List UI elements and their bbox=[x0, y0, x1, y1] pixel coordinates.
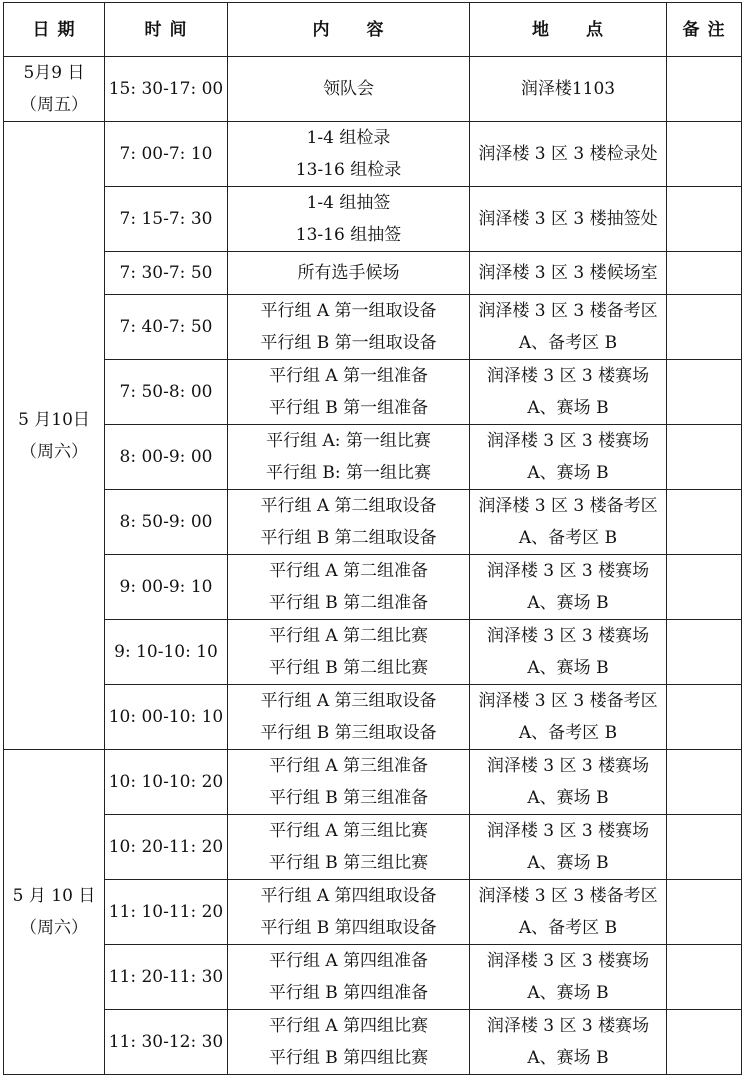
content-line: 平行组 A 第二组准备 bbox=[268, 561, 429, 581]
content-cell bbox=[228, 187, 470, 252]
place-line: A、赛场 B bbox=[527, 398, 609, 418]
date-date-line2: （周六） bbox=[20, 441, 88, 462]
note-cell bbox=[667, 880, 742, 945]
time-cell: 10: 20-11: 20 bbox=[105, 815, 228, 880]
content-line: 平行组 B 第四组准备 bbox=[268, 983, 429, 1003]
content-cell bbox=[228, 57, 470, 122]
place-cell bbox=[470, 187, 667, 252]
content-line: 平行组 B 第二组准备 bbox=[268, 593, 429, 613]
note-cell bbox=[667, 57, 742, 122]
note-cell bbox=[667, 750, 742, 815]
content-line: 13-16 组抽签 bbox=[295, 225, 402, 245]
header-row bbox=[4, 3, 742, 57]
content-line: 平行组 B: 第一组比赛 bbox=[265, 463, 432, 483]
place-line: A、赛场 B bbox=[527, 853, 609, 873]
content-line: 平行组 A 第四组准备 bbox=[268, 951, 429, 971]
content-cell bbox=[228, 490, 470, 555]
place-line: 润泽楼 3 区 3 楼赛场 bbox=[486, 366, 650, 386]
place-cell bbox=[470, 1010, 667, 1075]
table-row bbox=[4, 490, 742, 555]
time-cell: 10: 10-10: 20 bbox=[105, 750, 228, 815]
content-line: 平行组 B 第三组取设备 bbox=[260, 723, 437, 743]
table-row bbox=[4, 750, 742, 815]
place-line: 润泽楼 3 区 3 楼赛场 bbox=[486, 756, 650, 776]
place-line: A、赛场 B bbox=[527, 463, 609, 483]
place-line: 润泽楼 3 区 3 楼抽签处 bbox=[478, 209, 658, 229]
table-row bbox=[4, 122, 742, 187]
content-line: 平行组 A 第三组取设备 bbox=[260, 691, 437, 711]
place-line: A、备考区 B bbox=[518, 528, 618, 548]
table-row bbox=[4, 1010, 742, 1075]
content-line: 平行组 A: 第一组比赛 bbox=[266, 431, 431, 451]
place-cell bbox=[470, 815, 667, 880]
place-line: A、赛场 B bbox=[527, 658, 609, 678]
date-date-line1: 5 月10日 bbox=[18, 409, 90, 430]
time-cell: 8: 00-9: 00 bbox=[105, 425, 228, 490]
place-line: 润泽楼1103 bbox=[520, 79, 616, 99]
content-line: 1-4 组检录 bbox=[306, 128, 391, 148]
place-cell bbox=[470, 360, 667, 425]
content-cell bbox=[228, 750, 470, 815]
header-note: 备 注 bbox=[667, 3, 742, 57]
note-cell bbox=[667, 685, 742, 750]
table-row bbox=[4, 945, 742, 1010]
content-line: 平行组 A 第四组取设备 bbox=[260, 886, 437, 906]
place-cell bbox=[470, 945, 667, 1010]
date-date-line2: （周六） bbox=[20, 918, 88, 938]
place-line: A、备考区 B bbox=[518, 333, 618, 353]
time-cell: 11: 30-12: 30 bbox=[105, 1010, 228, 1075]
place-line: 润泽楼 3 区 3 楼备考区 bbox=[478, 301, 658, 321]
place-cell bbox=[470, 122, 667, 187]
note-cell bbox=[667, 295, 742, 360]
place-cell bbox=[470, 880, 667, 945]
time-cell: 7: 30-7: 50 bbox=[105, 252, 228, 295]
content-cell bbox=[228, 685, 470, 750]
place-line: 润泽楼 3 区 3 楼赛场 bbox=[486, 626, 650, 646]
content-line: 平行组 A 第一组取设备 bbox=[260, 301, 437, 321]
content-line: 平行组 A 第一组准备 bbox=[268, 366, 429, 386]
time-cell: 15: 30-17: 00 bbox=[105, 57, 228, 122]
place-cell bbox=[470, 555, 667, 620]
header-content: 内 容 bbox=[228, 3, 470, 57]
time-cell: 7: 00-7: 10 bbox=[105, 122, 228, 187]
table-row bbox=[4, 360, 742, 425]
date-date-line1: 5月9 日 bbox=[23, 63, 85, 83]
place-line: A、赛场 B bbox=[527, 983, 609, 1003]
content-cell bbox=[228, 945, 470, 1010]
place-cell bbox=[470, 685, 667, 750]
table-row bbox=[4, 252, 742, 295]
content-line: 平行组 B 第二组比赛 bbox=[268, 658, 429, 678]
place-line: A、赛场 B bbox=[527, 593, 609, 613]
header-date: 日 期 bbox=[4, 3, 105, 57]
table-row bbox=[4, 815, 742, 880]
place-cell bbox=[470, 620, 667, 685]
table-row bbox=[4, 57, 742, 122]
time-cell: 7: 50-8: 00 bbox=[105, 360, 228, 425]
content-line: 平行组 B 第四组比赛 bbox=[268, 1048, 429, 1068]
date-date-line1: 5 月 10 日 bbox=[12, 886, 96, 906]
place-line: A、赛场 B bbox=[527, 1048, 609, 1068]
content-line: 平行组 B 第三组比赛 bbox=[268, 853, 429, 873]
content-cell bbox=[228, 620, 470, 685]
time-cell: 7: 40-7: 50 bbox=[105, 295, 228, 360]
note-cell bbox=[667, 620, 742, 685]
note-cell bbox=[667, 490, 742, 555]
note-cell bbox=[667, 252, 742, 295]
place-cell bbox=[470, 252, 667, 295]
place-line: A、赛场 B bbox=[527, 788, 609, 808]
content-cell bbox=[228, 122, 470, 187]
place-line: 润泽楼 3 区 3 楼检录处 bbox=[478, 144, 658, 164]
place-line: 润泽楼 3 区 3 楼赛场 bbox=[486, 821, 650, 841]
header-time: 时 间 bbox=[105, 3, 228, 57]
table-row bbox=[4, 555, 742, 620]
table-row bbox=[4, 880, 742, 945]
place-line: 润泽楼 3 区 3 楼赛场 bbox=[486, 561, 650, 581]
table-row bbox=[4, 187, 742, 252]
note-cell bbox=[667, 425, 742, 490]
content-line: 平行组 B 第二组取设备 bbox=[260, 528, 437, 548]
content-cell bbox=[228, 555, 470, 620]
note-cell bbox=[667, 1010, 742, 1075]
schedule-table bbox=[3, 2, 742, 1075]
content-line: 所有选手候场 bbox=[297, 263, 400, 283]
table-row bbox=[4, 295, 742, 360]
table-row bbox=[4, 425, 742, 490]
place-line: 润泽楼 3 区 3 楼赛场 bbox=[486, 431, 650, 451]
content-line: 平行组 B 第四组取设备 bbox=[260, 918, 437, 938]
place-line: 润泽楼 3 区 3 楼候场室 bbox=[478, 263, 658, 283]
table-row bbox=[4, 620, 742, 685]
place-line: 润泽楼 3 区 3 楼备考区 bbox=[478, 691, 658, 711]
content-cell bbox=[228, 252, 470, 295]
content-line: 平行组 B 第一组准备 bbox=[268, 398, 429, 418]
content-line: 平行组 A 第三组比赛 bbox=[268, 821, 429, 841]
content-line: 平行组 B 第三组准备 bbox=[268, 788, 429, 808]
place-line: 润泽楼 3 区 3 楼备考区 bbox=[478, 886, 658, 906]
content-line: 平行组 A 第二组取设备 bbox=[260, 496, 437, 516]
time-cell: 7: 15-7: 30 bbox=[105, 187, 228, 252]
note-cell bbox=[667, 555, 742, 620]
content-line: 1-4 组抽签 bbox=[306, 193, 391, 213]
content-cell bbox=[228, 295, 470, 360]
content-line: 领队会 bbox=[323, 79, 374, 99]
date-cell bbox=[4, 122, 105, 750]
time-cell: 11: 20-11: 30 bbox=[105, 945, 228, 1010]
date-cell bbox=[4, 750, 105, 1075]
schedule-body bbox=[4, 57, 742, 1075]
note-cell bbox=[667, 815, 742, 880]
note-cell bbox=[667, 122, 742, 187]
place-cell bbox=[470, 490, 667, 555]
header-place: 地 点 bbox=[470, 3, 667, 57]
content-line: 平行组 A 第三组准备 bbox=[268, 756, 429, 776]
content-line: 平行组 A 第四组比赛 bbox=[268, 1016, 429, 1036]
content-line: 平行组 B 第一组取设备 bbox=[260, 333, 437, 353]
place-cell bbox=[470, 295, 667, 360]
place-cell bbox=[470, 425, 667, 490]
content-cell bbox=[228, 425, 470, 490]
time-cell: 9: 10-10: 10 bbox=[105, 620, 228, 685]
place-cell bbox=[470, 57, 667, 122]
time-cell: 9: 00-9: 10 bbox=[105, 555, 228, 620]
time-cell: 11: 10-11: 20 bbox=[105, 880, 228, 945]
time-cell: 8: 50-9: 00 bbox=[105, 490, 228, 555]
place-cell bbox=[470, 750, 667, 815]
content-cell bbox=[228, 360, 470, 425]
place-line: 润泽楼 3 区 3 楼赛场 bbox=[486, 951, 650, 971]
date-cell bbox=[4, 57, 105, 122]
note-cell bbox=[667, 360, 742, 425]
content-line: 平行组 A 第二组比赛 bbox=[268, 626, 429, 646]
place-line: A、备考区 B bbox=[518, 723, 618, 743]
note-cell bbox=[667, 945, 742, 1010]
place-line: A、备考区 B bbox=[518, 918, 618, 938]
content-cell bbox=[228, 880, 470, 945]
place-line: 润泽楼 3 区 3 楼赛场 bbox=[486, 1016, 650, 1036]
time-cell: 10: 00-10: 10 bbox=[105, 685, 228, 750]
date-date-line2: （周五） bbox=[20, 95, 88, 115]
content-line: 13-16 组检录 bbox=[295, 160, 402, 180]
place-line: 润泽楼 3 区 3 楼备考区 bbox=[478, 496, 658, 516]
content-cell bbox=[228, 815, 470, 880]
table-row bbox=[4, 685, 742, 750]
content-cell bbox=[228, 1010, 470, 1075]
note-cell bbox=[667, 187, 742, 252]
